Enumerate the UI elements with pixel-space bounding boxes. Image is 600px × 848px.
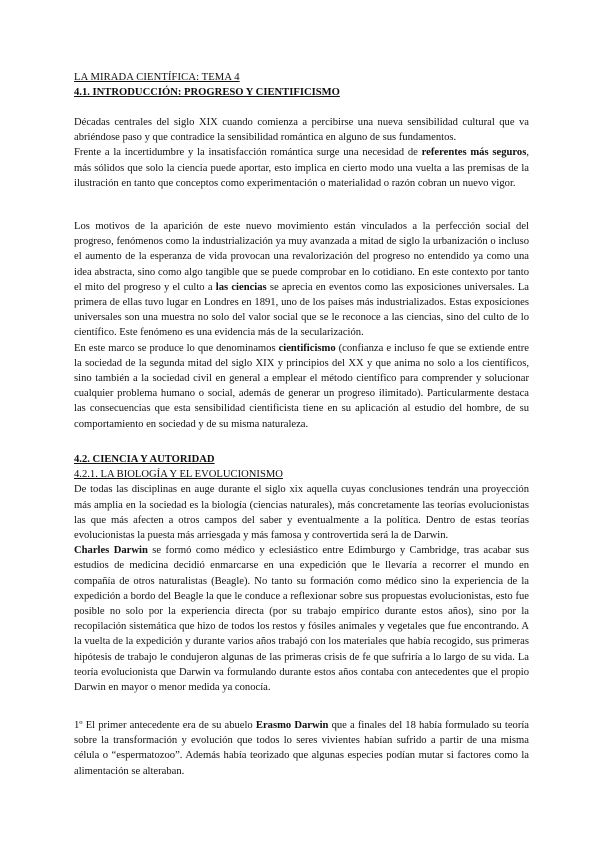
section-1 <box>74 85 529 100</box>
paragraph-text: se formó como médico y eclesiástico entre Edimburgo y Cambridge, tras acabar sus estudios de medicina decidió enmarcarse en una expedición que le llevaría a recorrer el mundo en compañía de otros naturalistas (Beagle). No tanto su formación como médico sino la experiencia de la expedición a bordo del Beagle la que le conduce a reflexionar sobre sus propuestas evolucionistas, esto fue posible no solo por la experiencia directa (por su trabajo empírico durante estos años), sino por la recopilación sistemática que hizo de todos los restos y fósiles animales y vegetales que fue encontrando. A la vuelta de la expedición y durante varios años trabajó con los materiales que había recogido, sus primeras hipótesis de trabajo le condujeron algunas de las primeras crisis de fe que sufriría a lo largo de su vida. La teoría evolucionista que Darwin va formulando durante estos años contaba con antecedentes que el propio Darwin en mayor o menor medida ya conocía. <box>74 545 530 694</box>
paragraph-text: se aprecia en eventos como las exposiciones universales. La primera de ellas tuvo lugar en Londres en 1891, uno de los países más industrializados. Estas exposiciones universales son una muestra no solo del valor social que se le reconoce a las ciencias, sino del culto de lo científico. Este fenómeno es una evidencia más de la secularización. <box>74 281 529 339</box>
paragraph-text: Los motivos de la aparición de este nuevo movimiento están vinculados a la perfección social del progreso, fenómenos como la industrialización ya muy avanzada a mitad de siglo la urbanización o incluso el aumento de la esperanza de vida provocan una revalorización del progreso no entendido ya como una idea abstracta, sino como algo tangible que se puede comprobar en lo cotidiano. En este contexto por tanto el mito del progreso y el culto a <box>74 221 529 293</box>
section-2 <box>74 452 529 695</box>
section-1-body-2 <box>74 219 529 432</box>
doc-title: LA MIRADA CIENTÍFICA: TEMA 4 <box>74 72 240 83</box>
paragraph <box>74 341 529 432</box>
paragraph <box>74 543 529 695</box>
paragraph-text: En este marco se produce lo que denominamos <box>74 342 279 354</box>
paragraph-text: , más sólidos que solo la ciencia puede aportar, esto implica en cierto modo una vuelta a las premisas de la ilustración en tanto que conceptos como experimentación o materialidad o razón cobran un nuevo vigor. <box>74 147 529 189</box>
paragraph-text: 1º El primer antecedente era de su abuelo <box>74 720 256 731</box>
paragraph <box>74 718 529 779</box>
section-1-heading: 4.1. INTRODUCCIÓN: PROGRESO Y CIENTIFICISMO <box>74 87 340 98</box>
paragraph-text: Frente a la incertidumbre y la insatisfacción romántica surge una necesidad de <box>74 147 422 159</box>
bold-term: Charles Darwin <box>74 545 148 557</box>
paragraph <box>74 145 529 191</box>
bold-term: referentes más seguros <box>421 147 527 159</box>
bold-term: cientificismo <box>278 342 336 354</box>
bold-term: las ciencias <box>215 281 267 293</box>
paragraph: Décadas centrales del siglo XIX cuando comienza a percibirse una nueva sensibilidad cultural que va abriéndose paso y que contradice la sensibilidad romántica en alguno de sus fundamentos. <box>74 117 529 144</box>
paragraph-text: que a finales del 18 había formulado su teoría sobre la transformación y evolución que todos lo seres vivientes habían sufrido a partir de una misma célula o “espermatozoo”. Además había teorizado que algunas especies podían mutar si factores como la alimentación se alteraban. <box>74 720 530 777</box>
bold-term: Erasmo Darwin <box>255 720 329 731</box>
section-1-body <box>74 115 529 191</box>
paragraph <box>74 219 529 341</box>
section-2-body-2 <box>74 718 529 779</box>
doc-title-block <box>74 70 529 85</box>
paragraph: De todas las disciplinas en auge durante el siglo xix aquella cuyas conclusiones tendrán una proyección más amplia en la sociedad es la biología (ciencias naturales), más concretamente las teorías evolucionistas las que más afecten a otros campos del saber y eventualmente a la política. Dentro de estas teorías evolucionistas la puesta más arriesgada y más famosa y controvertida será la de Darwin. <box>74 484 529 542</box>
section-2-heading: 4.2. CIENCIA Y AUTORIDAD <box>74 454 215 465</box>
subsection-heading: 4.2.1. LA BIOLOGÍA Y EL EVOLUCIONISMO <box>74 469 283 481</box>
paragraph-text: (confianza e incluso fe que se extiende entre la sociedad de la segunda mitad del siglo XIX y principios del XX y que anima no solo a los científicos, sino también a la sociedad civil en general a emplear el método científico para comprender y solucionar cualquier problema humano o social, además de generar un progreso ilimitado). Particularmente destaca las consecuencias que esta sensibilidad cientificista tiene en su aplicación al estudio del hombre, de su comportamiento en sociedad y de su misma naturaleza. <box>74 342 529 430</box>
